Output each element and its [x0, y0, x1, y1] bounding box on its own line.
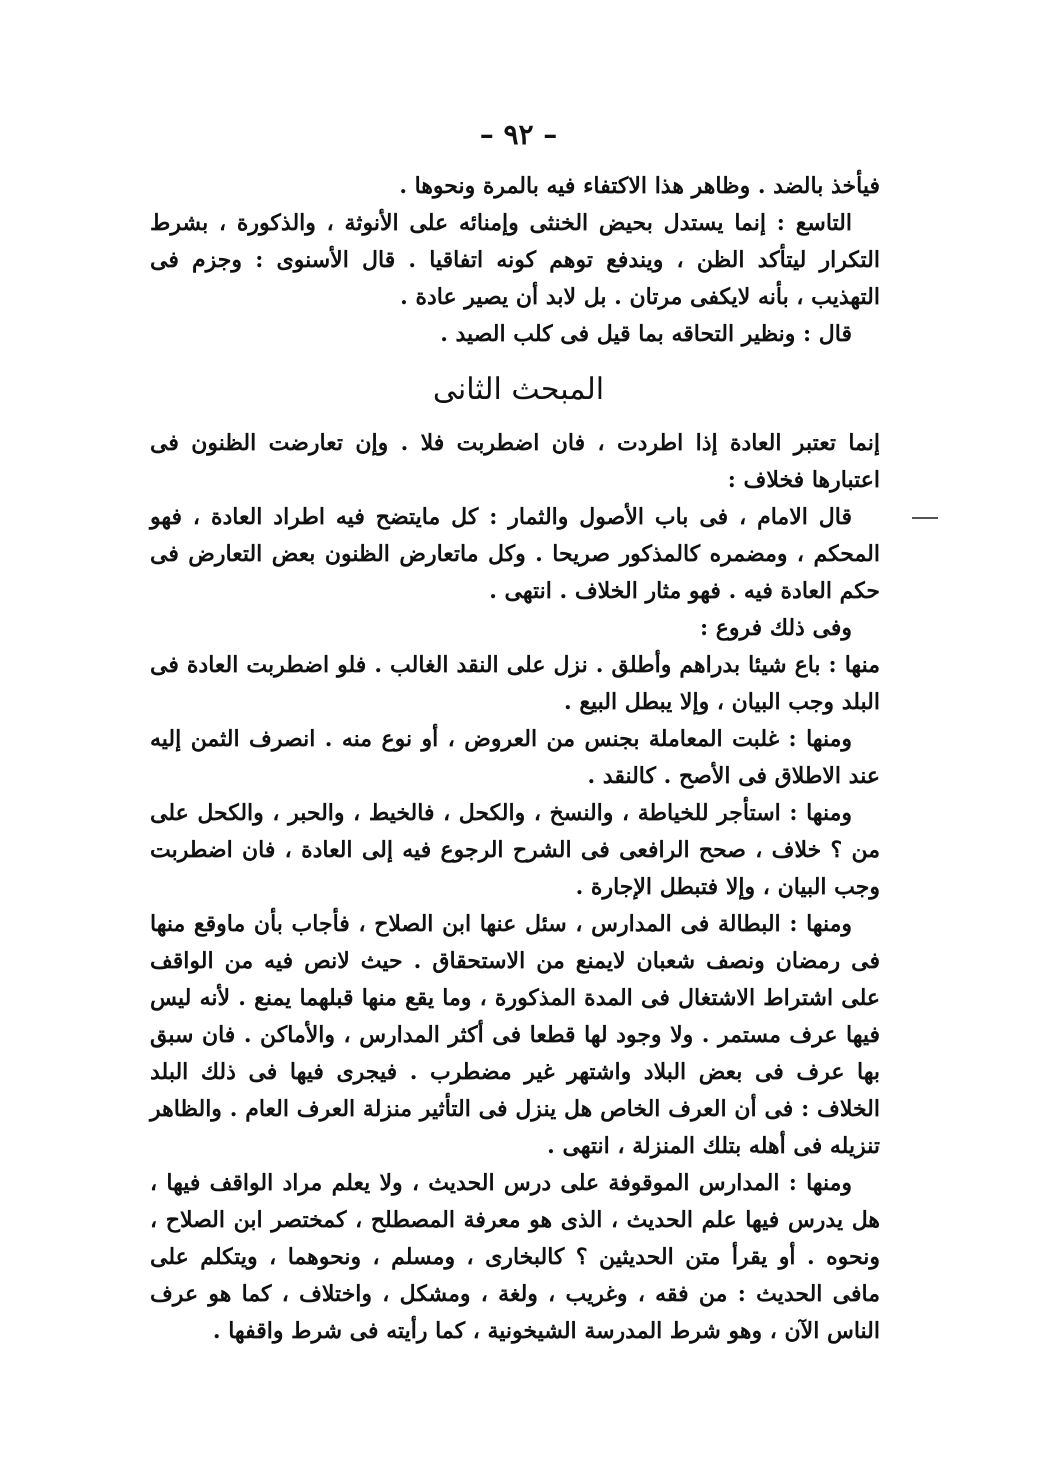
paragraph: منها : باع شيئا بدراهم وأطلق . نزل على النقد الغالب . فلو اضطربت العادة فى البلد وجب البيان ، وإلا يبطل البيع .: [150, 652, 880, 715]
paragraph: إنما تعتبر العادة إذا اطردت ، فان اضطربت فلا . وإن تعارضت الظنون فى اعتبارها فخلاف :: [150, 430, 880, 493]
paragraph: ومنها : استأجر للخياطة ، والنسخ ، والكحل ، فالخيط ، والحبر ، والكحل على من ؟ خلاف ، صحح الرافعى فى الشرح الرجوع فيه إلى العادة ، فان اضطربت وجب البيان ، وإلا فتبطل الإجارة .: [150, 800, 880, 900]
paragraph: قال : ونظير التحاقه بما قيل فى كلب الصيد .: [440, 321, 852, 347]
paragraph: ومنها : المدارس الموقوفة على درس الحديث ، ولا يعلم مراد الواقف فيها ، هل يدرس فيها علم الحديث ، الذى هو معرفة المصطلح ، كمختصر ابن الصلاح ، ونحوه . أو يقرأ متن الحديثين ؟ كالبخارى ، ومسلم ، ونحوهما ، ويتكلم على مافى الحديث : من فقه ، وغريب ، ولغة ، ومشكل ، واختلاف ، كما هو عرف الناس الآن ، وهو شرط المدرسة الشيخونية ، كما رأيته فى شرط واقفها .: [150, 1170, 880, 1344]
paragraph: ومنها : البطالة فى المدارس ، سئل عنها ابن الصلاح ، فأجاب بأن ماوقع منها فى رمضان ونصف شعبان لايمنع من الاستحقاق . حيث لانص فيه من الواقف على اشتراط الاشتغال فى المدة المذكورة ، وما يقع منها قبلهما يمنع . لأنه ليس فيها عرف مستمر . ولا وجود لها قطعا فى أكثر المدارس ، والأماكن . فان سبق بها عرف فى بعض البلاد واشتهر غير مضطرب . فيجرى فيها فى ذلك البلد الخلاف : فى أن العرف الخاص هل ينزل فى التأثير منزلة العرف العام . والظاهر تنزيله فى أهله بتلك المنزلة ، انتهى .: [150, 911, 880, 1159]
paragraph: قال الامام ، فى باب الأصول والثمار : كل مايتضح فيه اطراد العادة ، فهو المحكم ، ومضمره كالمذكور صريحا . وكل ماتعارض الظنون بعض التعارض فى حكم العادة فيه . فهو مثار الخلاف . انتهى .: [150, 504, 880, 604]
paragraph: وفى ذلك فروع :: [699, 615, 852, 641]
paragraph: فيأخذ بالضد . وظاهر هذا الاكتفاء فيه بالمرة ونحوها .: [399, 173, 880, 199]
section-heading: المبحث الثانى: [432, 372, 605, 407]
page-number: – ٩٢ –: [479, 118, 558, 151]
section-2-body: [150, 425, 880, 1350]
paragraph: ومنها : غلبت المعاملة بجنس من العروض ، أو نوع منه . انصرف الثمن إليه عند الاطلاق فى الأصح . كالنقد .: [150, 726, 880, 789]
margin-mark: [912, 517, 938, 519]
section-1-body: [150, 168, 880, 353]
paragraph: التاسع : إنما يستدل بحيض الخنثى وإمنائه على الأنوثة ، والذكورة ، بشرط التكرار ليتأكد الظن ، ويندفع توهم كونه اتفاقيا . قال الأسنوى : وجزم فى التهذيب ، بأنه لايكفى مرتان . بل لابد أن يصير عادة .: [150, 210, 880, 310]
